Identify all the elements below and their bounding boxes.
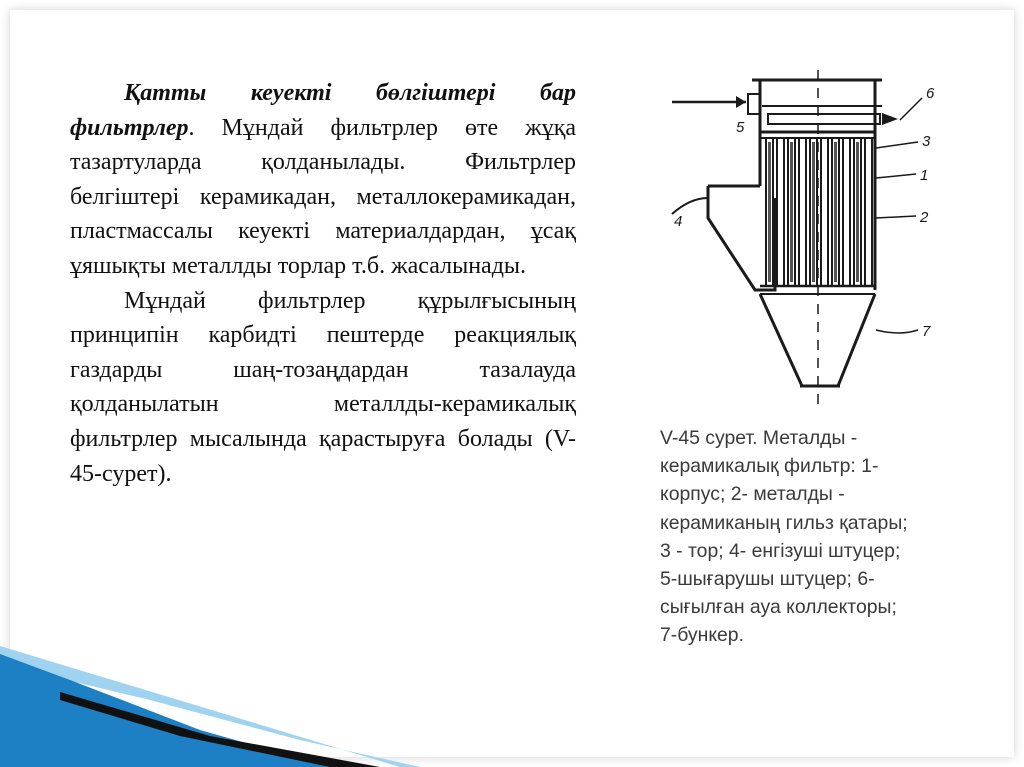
filter-diagram	[650, 68, 990, 413]
caption-line: 7-бункер.	[660, 624, 744, 647]
paragraph-1	[70, 76, 576, 284]
label-5: 5	[736, 119, 745, 136]
caption-line: 3 - тор; 4- енгізуші штуцер;	[660, 539, 901, 562]
side-outlet	[672, 198, 708, 214]
label-6: 6	[926, 85, 935, 102]
label-4: 4	[674, 213, 683, 230]
caption-line: корпус; 2- металды -	[660, 483, 845, 506]
main-text	[70, 76, 576, 491]
paragraph-1-lead-term: Қатты кеуекті бөлгіштері бар фильтрлер	[70, 80, 576, 141]
caption-line: керамиканың гильз қатары;	[660, 511, 908, 534]
label-2: 2	[920, 209, 929, 226]
caption-line: керамикалық фильтр: 1-	[660, 455, 879, 478]
paragraph-2	[70, 284, 576, 492]
paragraph-1-text: . Мұндай фильтрлер өте жұқа тазартуларда қолданылады. Фильтрлер белгіштері керамикадан, металлокерамикадан, пластмассалы кеуекті материалдардан, ұсақ ұяшықты металлды торлар т.б. жасалынады.	[70, 114, 576, 279]
paragraph-2-text: Мұндай фильтрлер құрылғысының принципін карбидті пештерде реакциялық газдарды шаң-тозаңдардан тазалауда қолданылатын металлды-керамикалық фильтрлер мысалында қарастыруға болады (V-45-сурет).	[70, 287, 576, 487]
caption-line: V-45 сурет. Металды -	[660, 427, 858, 449]
label-1: 1	[920, 167, 929, 184]
caption-line: сығылған ауа коллекторы;	[660, 596, 897, 619]
label-3: 3	[922, 133, 931, 150]
corner-decoration	[0, 640, 420, 767]
caption-line: 5-шығарушы штуцер; 6-	[660, 568, 875, 591]
figure-caption	[660, 424, 980, 650]
inlet-fitting	[748, 94, 760, 114]
air-collector	[768, 114, 880, 124]
label-7: 7	[922, 323, 931, 340]
housing-lower	[708, 186, 775, 290]
